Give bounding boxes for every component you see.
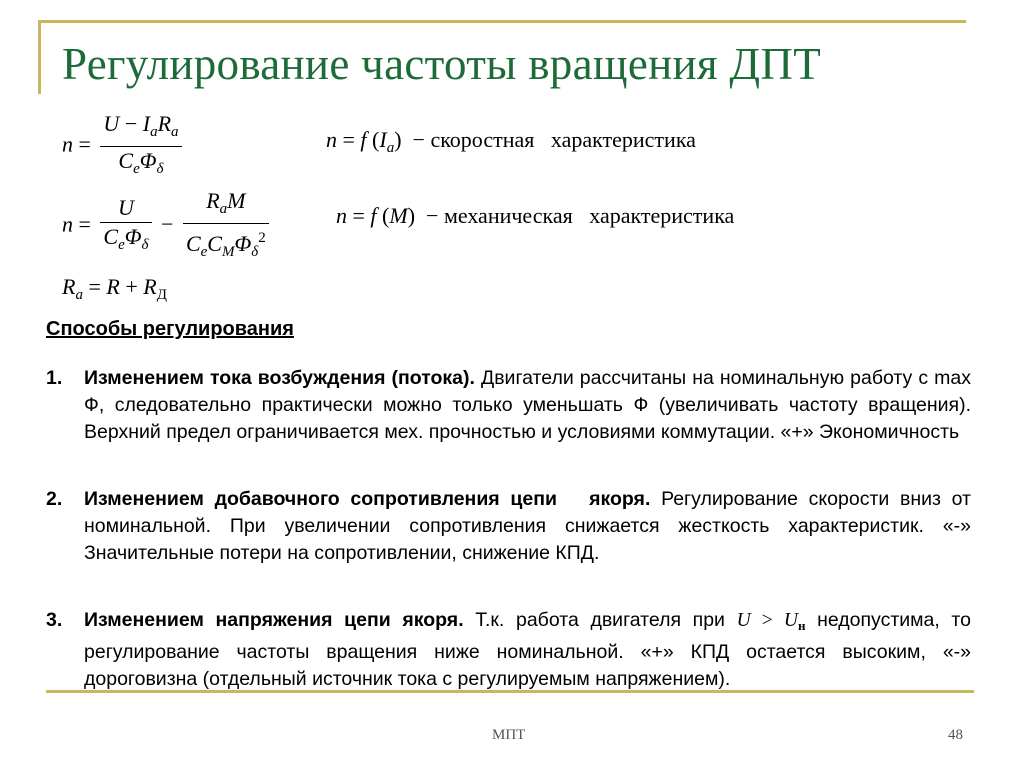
section-title: Способы регулирования	[46, 318, 294, 340]
list-item-text: Двигатели рассчитаны на номинальную работу с max Ф, следовательно практически можно только уменьшать Ф (увеличивать частоту вращения). Верхний предел ограничивается мех. прочностью и условиями коммутации. «+» Экономичность	[84, 367, 971, 443]
formula-op: +	[119, 274, 144, 299]
formula-var: C	[185, 231, 201, 256]
formula-sub: δ	[141, 237, 149, 253]
formula-var: f	[360, 127, 367, 152]
formula-sub: e	[200, 244, 208, 260]
formula-mechanical	[62, 187, 273, 266]
formula-var: Φ	[124, 224, 142, 249]
list-item	[46, 365, 971, 446]
formula-op: =	[82, 274, 107, 299]
page-number: 48	[948, 727, 963, 743]
formula-var: C	[103, 224, 119, 249]
formula-sub: e	[118, 237, 125, 253]
formula-var: n	[326, 127, 337, 152]
formula-fraction	[100, 110, 181, 183]
list-item-heading: Изменением добавочного сопротивления цепи якоря.	[84, 488, 651, 510]
formula-op: )	[394, 127, 402, 152]
formula-sub: a	[386, 140, 395, 156]
frame-bottom-line	[46, 690, 974, 693]
list-item-heading: Изменением тока возбуждения (потока).	[84, 367, 475, 389]
formula-var: Φ	[139, 148, 157, 173]
math-sub: н	[797, 618, 806, 633]
fraction-denominator	[100, 146, 181, 183]
formula-fraction	[100, 194, 151, 259]
formula-description: механическая характеристика	[443, 203, 735, 228]
formula-sub: δ	[251, 244, 259, 260]
formula-speed	[62, 110, 186, 183]
formula-op: −	[119, 111, 143, 136]
formula-description: скоростная характеристика	[430, 127, 696, 152]
list-item-heading: Изменением напряжения цепи якоря.	[84, 609, 464, 631]
list-item	[46, 486, 971, 567]
formula-op: =	[337, 127, 361, 152]
list-item-text: Регулирование скорости вниз от номинальной. При увеличении сопротивления снижается жесткость характеристик. «-» Значительные потери на сопротивлении, снижение КПД.	[84, 488, 971, 564]
formula-sub: a	[150, 124, 158, 140]
formula-sub: Д	[156, 287, 167, 303]
formula-op: −	[415, 203, 444, 228]
fraction-numerator	[100, 110, 181, 146]
formula-var: I	[142, 111, 151, 136]
formula-op: =	[347, 203, 371, 228]
formula-op: (	[376, 203, 390, 228]
list-number: 3.	[46, 609, 63, 631]
formula-var: R	[206, 188, 220, 213]
formula-var: C	[207, 231, 222, 256]
formula-var: M	[389, 203, 408, 228]
formula-var: R	[106, 274, 120, 299]
slide-title: Регулирование частоты вращения ДПТ	[62, 39, 821, 89]
list-number: 2.	[46, 488, 63, 510]
formula-var: n	[62, 211, 73, 237]
formula-op: =	[73, 131, 97, 157]
formula-var: f	[370, 203, 377, 228]
formula-var: Φ	[234, 231, 252, 256]
math-var: U	[783, 610, 798, 631]
formula-var: M	[227, 188, 246, 213]
list-item-text: недопустима, то регулирование частоты вращения ниже номинальной. «+» КПД остается высоким, «-» дороговизна (отдельный источник тока с регулируемым напряжением).	[84, 609, 971, 690]
formula-op: (	[366, 127, 380, 152]
frame-left-line	[38, 20, 41, 94]
list-item-body	[84, 607, 971, 693]
formula-sub: a	[219, 201, 228, 217]
formula-var: R	[143, 274, 157, 299]
fraction-numerator	[183, 187, 269, 223]
fraction-numerator: U	[118, 195, 134, 220]
formula-op: )	[407, 203, 416, 228]
formula-resistance	[62, 274, 167, 304]
formula-var: R	[62, 274, 76, 299]
formula-var: C	[118, 148, 134, 173]
formula-op: −	[401, 127, 431, 152]
formula-op: =	[73, 211, 97, 237]
fraction-denominator	[100, 222, 151, 259]
formula-var: n	[62, 131, 73, 157]
formula-mechanical-characteristic	[336, 203, 734, 229]
list-item-body	[84, 365, 971, 446]
math-var: U	[736, 610, 751, 631]
list-item-body	[84, 486, 971, 567]
formula-op: −	[155, 211, 179, 237]
formula-var: R	[157, 111, 172, 136]
formula-sub: M	[221, 244, 235, 260]
formula-sub: δ	[156, 161, 164, 177]
list-item	[46, 607, 971, 693]
fraction-denominator	[183, 223, 269, 266]
formula-sub: a	[171, 124, 179, 140]
formula-var: n	[336, 203, 347, 228]
formula-fraction	[183, 187, 269, 266]
list-number: 1.	[46, 367, 63, 389]
formula-speed-characteristic	[326, 127, 696, 157]
math-op: >	[750, 610, 784, 631]
formula-var: I	[379, 127, 387, 152]
formula-sub: e	[133, 161, 140, 177]
frame-top-line	[38, 20, 966, 23]
footer-label: МПТ	[492, 727, 526, 743]
inline-math	[737, 610, 806, 631]
list-item-text: Т.к. работа двигателя при	[463, 609, 737, 631]
formula-sub: a	[75, 287, 83, 303]
formula-var: U	[103, 111, 120, 136]
formula-sup: 2	[258, 230, 266, 246]
